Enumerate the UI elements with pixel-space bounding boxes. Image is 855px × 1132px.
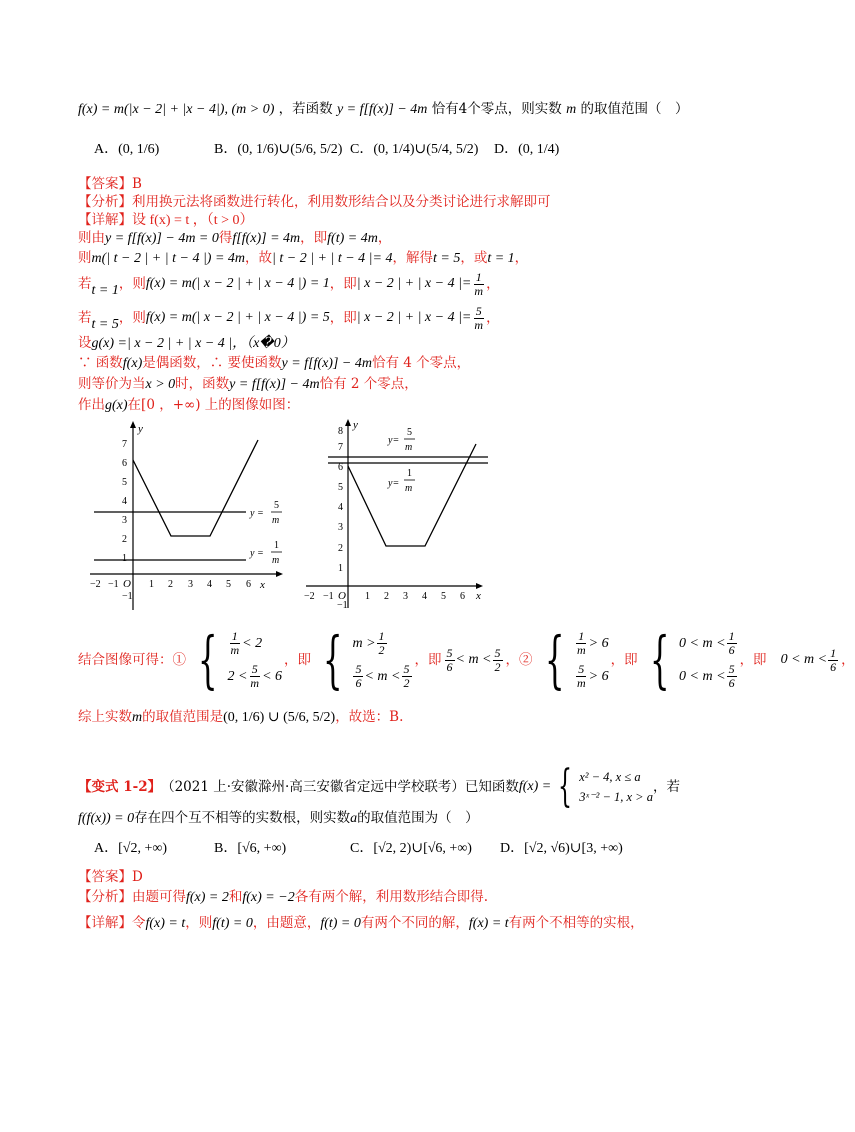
line8-c: 时，函数 [175, 376, 230, 392]
line2-a: 则由 [78, 230, 105, 246]
graph1-xtick-neg2: −2 [90, 579, 101, 590]
p2-analysis-e: 各有两个解，利用数形结合即得. [294, 889, 488, 905]
c2r2-num2: 5 [403, 662, 410, 676]
variant-source: （2021 上·安徽滁州·高三安徽省定远中学校联考）已知函数 [161, 779, 519, 795]
graph2-bot-line-den: m [405, 483, 413, 494]
c5r2-num: 5 [728, 662, 735, 676]
line2-d: f[f(x)] = 4m [232, 231, 301, 246]
p2-analysis-label: 【分析】 [78, 889, 132, 905]
detail-line6 [78, 334, 295, 353]
c2r2-num1: 5 [355, 662, 362, 676]
ji-3: ，即 [610, 652, 638, 668]
combine-label: 结合图像可得：① [78, 652, 186, 668]
graph2-xtick-5: 5 [441, 591, 446, 602]
graph1-bot-line-den: m [272, 555, 280, 566]
p2-analysis-a: 由题可得 [132, 889, 186, 905]
answer-value: B [132, 176, 142, 192]
stem-text2: 恰有4个零点，则实数 [431, 101, 562, 117]
line8-a: 则等价为当 [78, 376, 146, 392]
analysis-line [78, 193, 551, 211]
line5-den: m [474, 317, 484, 332]
case3-row [444, 647, 504, 674]
case4-row1 [574, 630, 609, 657]
variant-label: 【变式 1-2】 [78, 779, 162, 795]
case2-brace: { [322, 623, 343, 696]
option-d[interactable]: D．(0, 1/4) [494, 142, 560, 157]
graph1-bot-line-y: y = [250, 548, 264, 559]
case1-row2 [227, 663, 282, 690]
case5-rows [679, 630, 738, 690]
p2-detail-a: 令 [132, 915, 146, 931]
line7-d: y = f[f(x)] − 4m [281, 356, 372, 371]
stem2-b: 存在四个互不相等的实数根，则实数 [134, 810, 351, 826]
line4-den: m [474, 283, 484, 298]
answer-line [78, 175, 142, 193]
c3-den1: 6 [446, 659, 453, 674]
line3-g: ，或 [460, 250, 488, 266]
graph1-xtick-neg1: −1 [108, 579, 119, 590]
graph1 [80, 420, 300, 620]
c2r2-den2: 2 [403, 676, 410, 690]
variant-piecewise [551, 761, 653, 812]
graph1-xtick-6: 6 [246, 579, 251, 590]
c4r1-den: m [576, 643, 586, 657]
graph2-ytick-8: 8 [338, 426, 343, 437]
c5r2-den: 6 [728, 676, 735, 690]
graph2-ytick-7: 7 [338, 442, 343, 453]
p2-detail-b: f(x) = t [145, 916, 186, 931]
graph1-x-label: x [260, 579, 265, 591]
c3-mid: < m < [455, 652, 492, 667]
graph1-ytick-4: 4 [122, 496, 127, 507]
summary-a: 综上实数 [78, 709, 132, 725]
detail-line3 [78, 249, 528, 268]
line3-f: t = 5 [432, 251, 461, 266]
line5-g: ， [486, 310, 500, 326]
graph2-ytick-4: 4 [338, 502, 343, 513]
p2-detail-c: ，则 [185, 915, 213, 931]
c5r1-a: 0 < m < [679, 635, 726, 651]
graph2-xtick-6: 6 [460, 591, 465, 602]
p2-detail-h: f(x) = t [468, 916, 509, 931]
p2-detail-line [78, 914, 644, 933]
c1r2-a: 2 < [227, 668, 248, 684]
graph2-xtick-neg2: −2 [304, 591, 315, 602]
line4-c: ，则 [118, 276, 146, 292]
c4r2-num: 5 [578, 662, 585, 676]
graph1-ytick-1: 1 [122, 553, 127, 564]
graph2-top-line-num: 5 [407, 427, 412, 438]
stem-var: m [566, 102, 577, 117]
summary-set: (0, 1/6) ∪ (5/6, 5/2) [223, 710, 336, 725]
line7-e: 恰有 4 个零点， [371, 355, 471, 371]
case2-rows [352, 630, 412, 690]
graph1-neg-y: −1 [122, 591, 133, 602]
graph2-ytick-2: 2 [338, 543, 343, 554]
c1r1-rest: < 2 [242, 635, 263, 651]
problem2-stem2 [78, 809, 479, 828]
analysis-text: 利用换元法将函数进行转化，利用数形结合以及分类讨论进行求解即可 [132, 194, 551, 210]
c1r2-rest: < 6 [262, 668, 283, 684]
line4-g: ， [486, 276, 500, 292]
graph2-ytick-5: 5 [338, 482, 343, 493]
graph1-y-ticks [122, 439, 127, 564]
c5r1-den: 6 [728, 643, 735, 657]
graph2-y-label: y [353, 419, 358, 431]
p2-answer-value: D [132, 869, 143, 885]
line5-f: | x − 2 | + | x − 4 |= [356, 310, 472, 325]
case5-system [640, 623, 738, 696]
p2-analysis-d: f(x) = −2 [242, 890, 295, 905]
line5-b: t = 5 [91, 317, 119, 332]
p2-analysis-c: 和 [228, 889, 243, 905]
graph1-ytick-5: 5 [122, 477, 127, 488]
case1-system [188, 623, 283, 696]
graph2-top-line-y: y= [388, 435, 400, 446]
line4-f: | x − 2 | + | x − 4 |= [356, 276, 472, 291]
detail-line7 [78, 354, 470, 373]
case4-brace: { [544, 623, 565, 696]
c4r2-rest: > 6 [588, 668, 609, 684]
case6-single [781, 647, 840, 674]
problem1-stem [78, 100, 689, 119]
detail-line1-text: 设 f(x) = t ，（t > 0） [132, 213, 254, 228]
c5r1-num: 1 [728, 629, 735, 643]
graph1-xtick-4: 4 [207, 579, 212, 590]
graph2-xtick-3: 3 [403, 591, 408, 602]
c5r2-a: 0 < m < [679, 668, 726, 684]
p2-analysis-line [78, 888, 488, 907]
detail-line8 [78, 375, 418, 394]
c3-den2: 2 [494, 659, 501, 674]
line5-d: f(x) = m(| x − 2 | + | x − 4 |) = 5 [145, 310, 330, 325]
line7-b: f(x) [122, 356, 143, 371]
case1-rows [227, 630, 282, 690]
graph1-ytick-3: 3 [122, 515, 127, 526]
c3-num2: 5 [494, 645, 501, 660]
c2r2-mid: < m < [364, 668, 401, 684]
case5-brace: { [649, 623, 670, 696]
line5-fraction [472, 305, 485, 332]
line5-a: 若 [78, 310, 92, 326]
c2r1-den: 2 [378, 643, 385, 657]
line7-c: 是偶函数，∴ 要使函数 [142, 355, 282, 371]
graph2 [298, 418, 498, 618]
summary-var: m [132, 710, 143, 725]
line3-h: t = 1 [487, 251, 515, 266]
graph1-y-arrow [130, 421, 136, 428]
line4-b: t = 1 [91, 283, 119, 298]
graph2-origin: O [338, 590, 346, 602]
line3-i: ， [514, 250, 529, 266]
line4-a: 若 [78, 276, 92, 292]
line3-a: 则 [78, 250, 92, 266]
graph1-x-ticks [90, 579, 251, 590]
line2-f: f(t) = 4m [327, 231, 378, 246]
variant-brace: { [558, 761, 573, 812]
case6-row [781, 647, 840, 674]
c4r2-den: m [576, 676, 586, 690]
p2-detail-label: 【详解】 [78, 915, 132, 931]
line8-b: x > 0 [145, 377, 176, 392]
p2-detail-g: 有两个不同的解， [360, 915, 469, 931]
graph1-ytick-6: 6 [122, 458, 127, 469]
detail-line1 [78, 211, 254, 230]
line9-a: 作出 [78, 397, 105, 413]
line8-e: 恰有 2 个零点， [319, 376, 418, 392]
case2-row1 [352, 630, 412, 657]
detail-line4 [78, 268, 500, 300]
p2-detail-i: 有两个不相等的实根， [508, 915, 644, 931]
c4r1-num: 1 [578, 629, 585, 643]
ji-4: ，即 [739, 652, 767, 668]
c2r2-den1: 6 [355, 676, 362, 690]
graph2-xtick-1: 1 [365, 591, 370, 602]
variant-func-name: f(x) = [518, 779, 552, 794]
p2-option-d[interactable]: D．[√2, √6)∪[3, +∞) [500, 841, 623, 856]
variant-stem-end: ，若 [653, 779, 680, 795]
p2-option-b[interactable]: B．[√6, +∞) [214, 841, 287, 856]
detail-line2 [78, 229, 391, 248]
line2-g: ， [377, 230, 392, 246]
graph2-bot-line-y: y= [388, 478, 400, 489]
line9-b: g(x) [105, 398, 128, 413]
c1r2-den: m [250, 676, 260, 690]
ji-2: ，即 [414, 652, 442, 668]
line7-a: ∵ 函数 [78, 355, 123, 371]
option-a[interactable]: A．(0, 1/6) [94, 142, 160, 157]
line4-d: f(x) = m(| x − 2 | + | x − 4 |) = 1 [145, 276, 330, 291]
c3-num1: 5 [446, 645, 453, 660]
c6-num: 1 [830, 645, 837, 660]
case4-rows [574, 630, 609, 690]
graph2-g-curve [348, 444, 476, 546]
p2-option-c[interactable]: C．[√2, 2)∪[√6, +∞) [350, 841, 472, 856]
graph2-xtick-2: 2 [384, 591, 389, 602]
graph2-y-arrow [345, 419, 351, 426]
line6-b: g(x) =| x − 2 | + | x − 4 |，（x�0） [91, 336, 295, 351]
case1-row1 [227, 630, 282, 657]
p2-analysis-b: f(x) = 2 [186, 890, 229, 905]
c4r1-rest: > 6 [588, 635, 609, 651]
stem-function2: y = f[f(x)] − 4m [336, 102, 428, 117]
circle2: ，② [505, 652, 533, 668]
p2-answer-label: 【答案】 [78, 869, 132, 885]
summary-line [78, 708, 403, 727]
case4-row2 [574, 663, 609, 690]
line3-c: ，故 [245, 250, 273, 266]
option-c[interactable]: C．(0, 1/4)∪(5/4, 5/2) [350, 142, 479, 157]
option-b[interactable]: B．(0, 1/6)∪(5/6, 5/2) [214, 142, 343, 157]
p2-option-a[interactable]: A．[√2, +∞) [94, 841, 167, 856]
c6-den: 6 [830, 659, 837, 674]
variant-case2: 3ˣ⁻² − 1, x > a [579, 790, 653, 804]
variant-cases [579, 768, 653, 806]
graph2-bot-line-num: 1 [407, 468, 412, 479]
detail-label: 【详解】 [78, 212, 132, 228]
graph1-origin: O [123, 578, 131, 590]
line4-num: 1 [475, 269, 482, 284]
case5-row1 [679, 630, 738, 657]
case5-row2 [679, 663, 738, 690]
ji-1: ，即 [284, 652, 312, 668]
graph2-xtick-4: 4 [422, 591, 427, 602]
line9-c: 在[0 ，+∞) 上的图像如图： [127, 397, 300, 413]
stem2-a: f(f(x)) = 0 [78, 811, 135, 826]
answer-label: 【答案】 [78, 176, 132, 192]
line5-e: ，即 [329, 310, 357, 326]
graph1-top-line-y: y = [250, 508, 264, 519]
graph1-ytick-7: 7 [122, 439, 127, 450]
graph2-xtick-neg1: −1 [323, 591, 334, 602]
line2-b: y = f[f(x)] − 4m = 0 [105, 231, 219, 246]
stem2-c: 的取值范围为（ ） [357, 810, 479, 826]
p2-detail-e: ，由题意， [252, 915, 321, 931]
case2-system [313, 623, 412, 696]
graph2-x-label: x [476, 590, 481, 602]
line5-num: 5 [475, 303, 482, 318]
line5-c: ，则 [118, 310, 146, 326]
line2-c: 得 [218, 230, 233, 246]
graph1-ytick-2: 2 [122, 534, 127, 545]
stem-text3: 的取值范围（ ） [580, 101, 689, 117]
case2-row2 [352, 663, 412, 690]
stem2-var: a [350, 811, 358, 826]
stem-function: f(x) = m(|x − 2| + |x − 4|), (m > 0) [78, 102, 275, 117]
graph2-x-arrow [476, 583, 483, 589]
graph1-top-line-num: 5 [274, 500, 279, 511]
p2-detail-f: f(t) = 0 [320, 916, 361, 931]
summary-b: 的取值范围是 [142, 709, 224, 725]
line4-e: ，即 [329, 276, 357, 292]
line2-e: ，即 [300, 230, 328, 246]
analysis-label: 【分析】 [78, 194, 132, 210]
c1r1-num: 1 [231, 629, 238, 643]
p2-detail-d: f(t) = 0 [212, 916, 253, 931]
summary-c: ，故选：B. [335, 709, 404, 725]
graph1-xtick-3: 3 [188, 579, 193, 590]
graph1-g-curve [133, 440, 258, 536]
problem2-stem [78, 761, 680, 812]
combine-row [78, 620, 855, 700]
graph2-ytick-6: 6 [338, 462, 343, 473]
graph1-xtick-1: 1 [149, 579, 154, 590]
graph1-x-arrow [276, 571, 283, 577]
graph1-y-label: y [138, 423, 143, 435]
graph1-top-line-den: m [272, 515, 280, 526]
line3-d: | t − 2 | + | t − 4 |= 4 [272, 251, 393, 266]
graph2-ytick-1: 1 [338, 563, 343, 574]
graph2-top-line-den: m [405, 442, 413, 453]
stem-text: ，若函数 [278, 101, 333, 117]
graph1-xtick-5: 5 [226, 579, 231, 590]
line3-b: m(| t − 2 | + | t − 4 |) = 4m [91, 251, 246, 266]
line4-fraction [472, 271, 485, 298]
graph1-bot-line-num: 1 [274, 540, 279, 551]
line8-d: y = f[f(x)] − 4m [229, 377, 320, 392]
graph2-ytick-3: 3 [338, 522, 343, 533]
c2r1-a: m > [352, 635, 376, 651]
p2-answer-line [78, 868, 143, 886]
case4-system [535, 623, 609, 696]
graph1-xtick-2: 2 [168, 579, 173, 590]
line3-e: ，解得 [392, 250, 433, 266]
graph2-x-ticks [304, 591, 465, 602]
c6-a: 0 < m < [780, 652, 828, 667]
variant-case1: x² − 4, x ≤ a [579, 770, 641, 784]
line6-a: 设 [78, 335, 92, 351]
c1r2-num: 5 [251, 662, 258, 676]
case3-single [444, 647, 504, 674]
case1-brace: { [197, 623, 218, 696]
c6-end: ， [841, 652, 855, 668]
c2r1-num: 1 [378, 629, 385, 643]
graph2-y-ticks [338, 426, 343, 574]
detail-line5 [78, 302, 500, 334]
graph2-neg-y: −1 [337, 600, 348, 611]
detail-line9 [78, 396, 299, 415]
c1r1-den: m [230, 643, 240, 657]
